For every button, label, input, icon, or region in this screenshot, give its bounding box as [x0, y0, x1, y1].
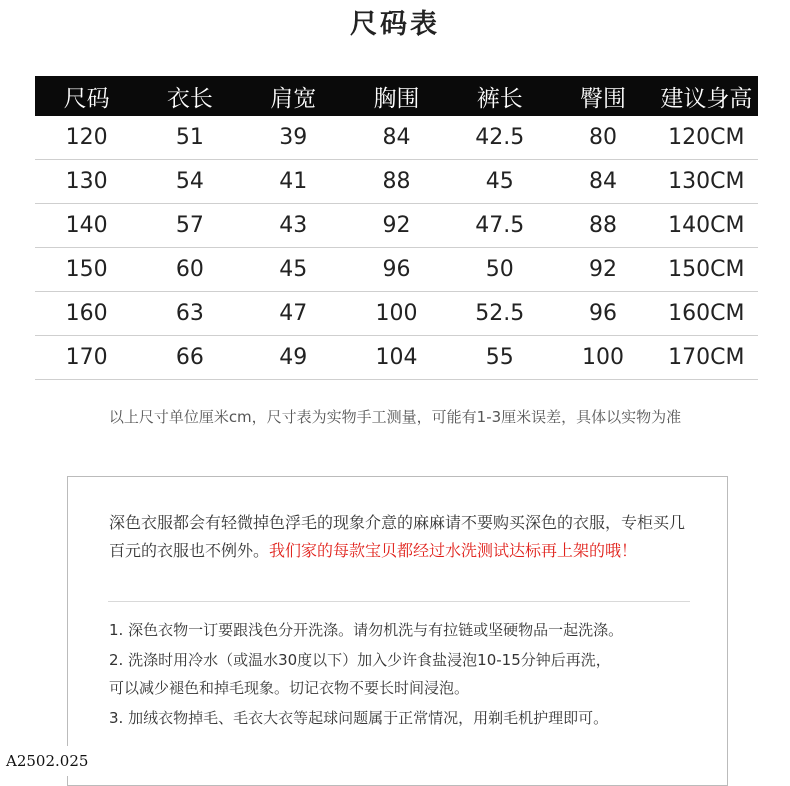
- size-chart-table: [35, 76, 758, 380]
- table-cell: 100: [345, 292, 448, 336]
- table-cell: 84: [345, 116, 448, 160]
- table-cell: 130: [35, 160, 138, 204]
- table-cell: 160CM: [655, 292, 758, 336]
- table-cell: 88: [551, 204, 654, 248]
- table-cell: 120CM: [655, 116, 758, 160]
- table-cell: 160: [35, 292, 138, 336]
- table-cell: 47: [242, 292, 345, 336]
- table-cell: 150: [35, 248, 138, 292]
- care-instructions-box: [67, 476, 728, 786]
- table-cell: 41: [242, 160, 345, 204]
- table-cell: 63: [138, 292, 241, 336]
- table-row: [35, 336, 758, 380]
- table-cell: 57: [138, 204, 241, 248]
- table-cell: 45: [242, 248, 345, 292]
- table-cell: 104: [345, 336, 448, 380]
- table-cell: 49: [242, 336, 345, 380]
- column-header-hip: 臀围: [551, 76, 654, 116]
- table-cell: 92: [551, 248, 654, 292]
- table-cell: 92: [345, 204, 448, 248]
- table-row: [35, 292, 758, 336]
- table-cell: 45: [448, 160, 551, 204]
- table-cell: 55: [448, 336, 551, 380]
- table-cell: 140CM: [655, 204, 758, 248]
- column-header-size: 尺码: [35, 76, 138, 116]
- table-cell: 170: [35, 336, 138, 380]
- column-header-height: 建议身高: [655, 76, 758, 116]
- care-item-1: 1. 深色衣物一订要跟浅色分开洗涤。请勿机洗与有拉链或坚硬物品一起洗涤。: [109, 621, 624, 639]
- table-cell: 52.5: [448, 292, 551, 336]
- care-item-2-continued: 可以减少褪色和掉毛现象。切记衣物不要长时间浸泡。: [109, 679, 470, 697]
- table-cell: 47.5: [448, 204, 551, 248]
- table-cell: 66: [138, 336, 241, 380]
- table-cell: 39: [242, 116, 345, 160]
- column-header-length: 衣长: [138, 76, 241, 116]
- column-header-chest: 胸围: [345, 76, 448, 116]
- table-row: [35, 160, 758, 204]
- table-cell: 43: [242, 204, 345, 248]
- table-row: [35, 248, 758, 292]
- page-title: 尺码表: [350, 9, 440, 40]
- care-intro-text: 深色衣服都会有轻微掉色浮毛的现象介意的麻麻请不要购买深色的衣服，专柜买几百元的衣服也不例外。: [109, 513, 686, 560]
- table-row: [35, 204, 758, 248]
- table-cell: 60: [138, 248, 241, 292]
- table-cell: 100: [551, 336, 654, 380]
- table-cell: 84: [551, 160, 654, 204]
- care-intro: [109, 509, 699, 565]
- care-list: [109, 616, 709, 732]
- table-cell: 50: [448, 248, 551, 292]
- care-item-2: 2. 洗涤时用冷水（或温水30度以下）加入少许食盐浸泡10-15分钟后再洗，: [109, 651, 611, 669]
- table-header-row: [35, 76, 758, 116]
- table-cell: 88: [345, 160, 448, 204]
- table-cell: 140: [35, 204, 138, 248]
- product-code: A2502.025: [0, 746, 118, 776]
- table-cell: 170CM: [655, 336, 758, 380]
- table-cell: 96: [551, 292, 654, 336]
- table-cell: 150CM: [655, 248, 758, 292]
- table-cell: 51: [138, 116, 241, 160]
- column-header-shoulder: 肩宽: [242, 76, 345, 116]
- care-divider: [108, 601, 690, 602]
- column-header-pants-length: 裤长: [448, 76, 551, 116]
- table-cell: 42.5: [448, 116, 551, 160]
- table-cell: 130CM: [655, 160, 758, 204]
- care-item-3: 3. 加绒衣物掉毛、毛衣大衣等起球问题属于正常情况，用剃毛机护理即可。: [109, 709, 609, 727]
- measurement-note: 以上尺寸单位厘米cm，尺寸表为实物手工测量，可能有1-3厘米误差，具体以实物为准: [108, 408, 682, 426]
- table-cell: 80: [551, 116, 654, 160]
- table-row: [35, 116, 758, 160]
- table-cell: 120: [35, 116, 138, 160]
- care-intro-highlight: 我们家的每款宝贝都经过水洗测试达标再上架的哦！: [269, 541, 638, 560]
- table-cell: 54: [138, 160, 241, 204]
- table-cell: 96: [345, 248, 448, 292]
